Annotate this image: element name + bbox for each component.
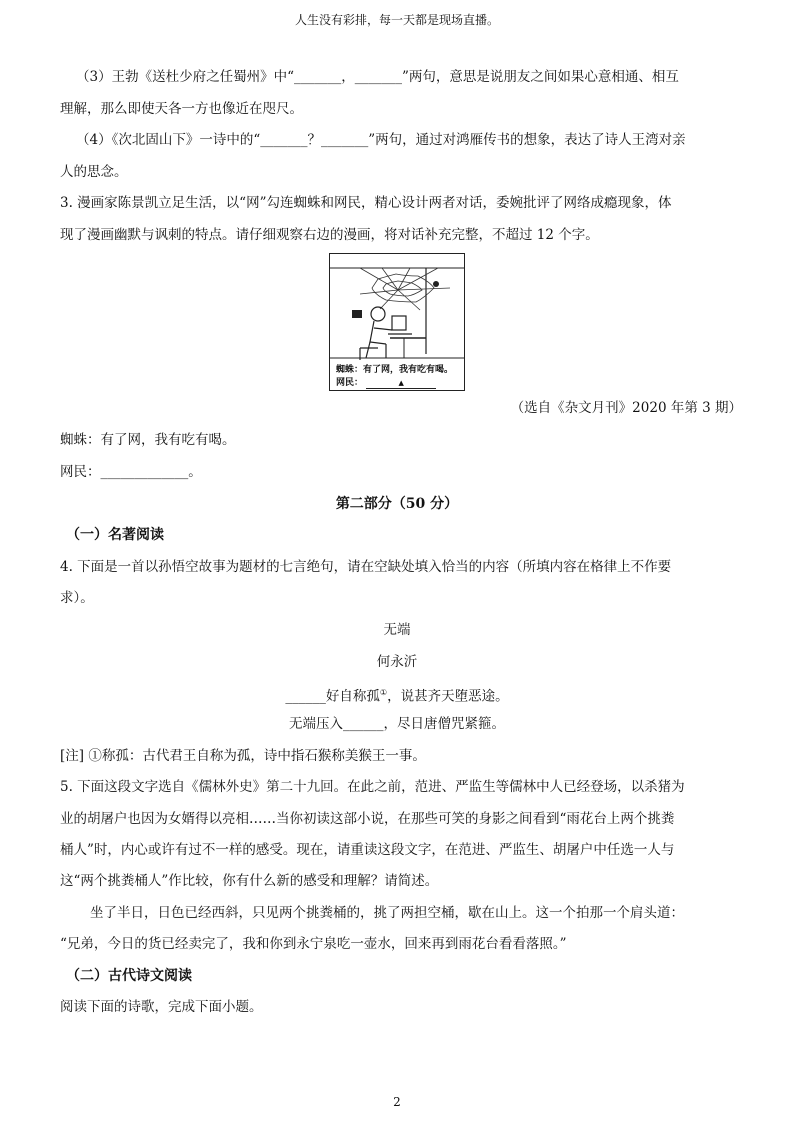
poem-line1-rest: ，说甚齐天堕恶途。 bbox=[387, 688, 509, 705]
poem-line1 bbox=[0, 683, 794, 707]
q3-spider-line: 蜘蛛：有了网，我有吃有喝。 bbox=[60, 432, 236, 448]
comic-caption-netizen-blank bbox=[366, 379, 436, 389]
q3-netizen-answer: 网民：_____________。 bbox=[60, 464, 202, 480]
comic-source: （选自《杂文月刊》2020 年第 3 期） bbox=[510, 400, 742, 416]
q3-line2: 现了漫画幽默与讽刺的特点。请仔细观察右边的漫画，将对话补充完整，不超过 12 个字。 bbox=[60, 227, 599, 243]
q5-line1: 5. 下面这段文字选自《儒林外史》第二十九回。在此之前，范进、严监生等儒林中人已经登场，以杀猪为 bbox=[60, 779, 685, 795]
spider-web-icon bbox=[360, 268, 450, 310]
poem-line1-text: 好自称孤 bbox=[325, 688, 380, 705]
q5-quote-line2: “兄弟，今日的货已经卖完了，我和你到永宁泉吃一壶水，回来再到雨花台看看落照。” bbox=[60, 936, 567, 952]
q4-line1: 4. 下面是一首以孙悟空故事为题材的七言绝句，请在空缺处填入恰当的内容（所填内容在格律上不作要 bbox=[60, 559, 672, 575]
section2-title: （二）古代诗文阅读 bbox=[66, 968, 192, 984]
q2-item3-line1: （3）王勃《送杜少府之任蜀州》中“_______，_______”两句，意思是说朋友之间如果心意相通、相互 bbox=[76, 69, 679, 85]
comic-caption-netizen bbox=[336, 375, 436, 389]
comic-triangle-mark: ▲ bbox=[398, 379, 404, 387]
q5-line4: 这“两个挑粪桶人”作比较，你有什么新的感受和理解？请简述。 bbox=[60, 873, 439, 889]
poem-footnote-mark: ① bbox=[379, 688, 388, 697]
q5-line2: 业的胡屠户也因为女婿得以亮相……当你初读这部小说，在那些可笑的身影之间看到“雨花台上两个挑粪 bbox=[60, 811, 675, 827]
poem-line1-blank: ______ bbox=[285, 688, 326, 705]
poem-author: 何永沂 bbox=[376, 654, 418, 670]
q2-item4-line1: （4）《次北固山下》一诗中的“_______？_______”两句，通过对鸿雁传书的想象，表达了诗人王湾对亲 bbox=[76, 132, 686, 148]
q3-line1: 3. 漫画家陈景凯立足生活，以“网”勾连蜘蛛和网民，精心设计两者对话，委婉批评了网络成瘾现象，体 bbox=[60, 195, 672, 211]
poem-line2: 无端压入______，尽日唐僧咒紧箍。 bbox=[289, 716, 505, 732]
poem-title: 无端 bbox=[383, 622, 411, 638]
q5-quote-line1: 坐了半日，日色已经西斜，只见两个挑粪桶的，挑了两担空桶，歇在山上。这一个拍那一个肩头道： bbox=[90, 905, 684, 921]
section1-title: （一）名著阅读 bbox=[66, 527, 164, 543]
q2-item3-line2: 理解，那么即使天各一方也像近在咫尺。 bbox=[60, 101, 303, 117]
page-number: 2 bbox=[393, 1095, 401, 1109]
q5-line3: 桶人”时，内心或许有过不一样的感受。现在，请重读这段文字，在范进、严监生、胡屠户中任选一人与 bbox=[60, 842, 675, 858]
comic-caption-netizen-prefix: 网民： bbox=[336, 378, 364, 388]
page-header-slogan: 人生没有彩排，每一天都是现场直播。 bbox=[294, 13, 499, 27]
q4-line2: 求）。 bbox=[60, 590, 94, 606]
part2-title: 第二部分（50 分） bbox=[335, 496, 459, 512]
section2-instruction: 阅读下面的诗歌，完成下面小题。 bbox=[60, 999, 263, 1015]
comic-caption-spider: 蜘蛛：有了网，我有吃有喝。 bbox=[336, 365, 454, 375]
spider-icon bbox=[433, 281, 439, 287]
poem-note: [注] ①称孤：古代君王自称为孤，诗中指石猴称美猴王一事。 bbox=[60, 748, 426, 764]
q2-item4-line2: 人的思念。 bbox=[60, 164, 128, 180]
comic-illustration bbox=[329, 253, 465, 391]
chair-back bbox=[352, 310, 362, 318]
